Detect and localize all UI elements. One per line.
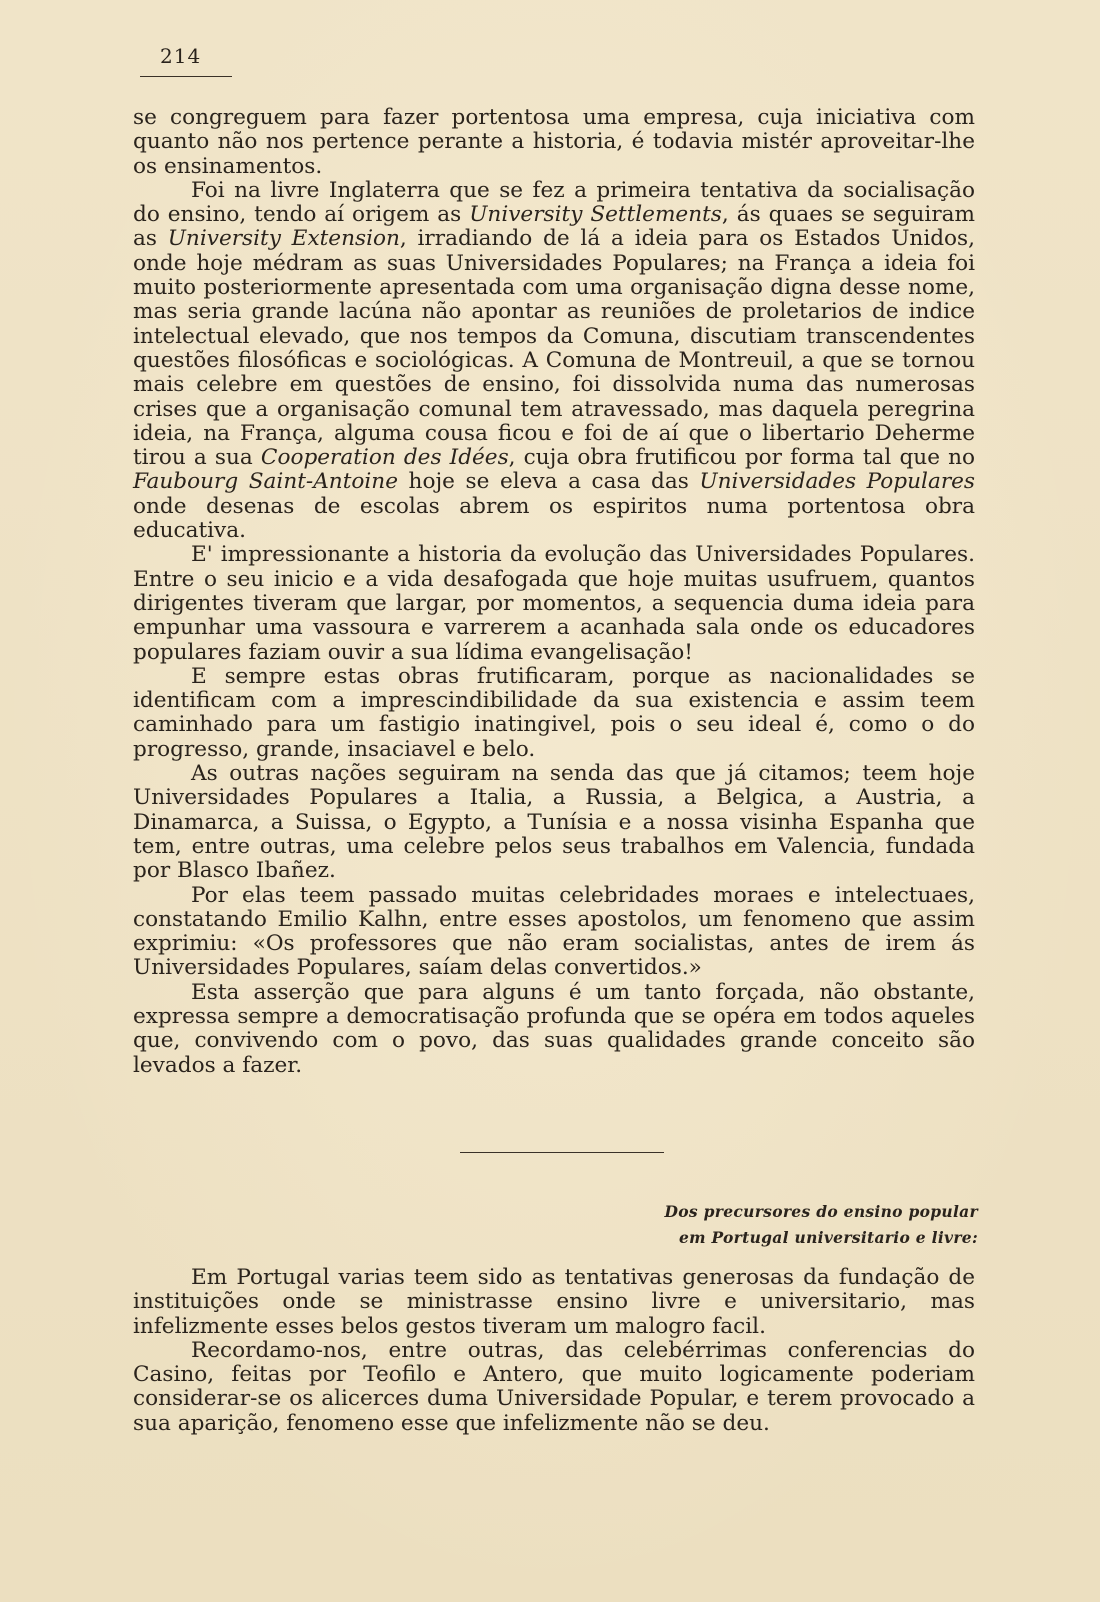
italic-title: Universidades Populares: [699, 469, 975, 495]
text-run: hoje se eleva a casa das: [397, 469, 700, 495]
text-run: Esta asserção que para alguns é um tanto forçada, não obstante, expressa sempre a democratisação profunda que se opéra em todos aqueles que, convivendo com o povo, das suas qualidades grande conceito são levados a fazer.: [133, 979, 975, 1078]
text-run: , cuja obra frutificou por forma tal que no: [508, 445, 976, 471]
italic-title: Cooperation des Idées: [260, 445, 509, 471]
paragraph: [133, 1339, 975, 1436]
italic-title: University Settlements: [469, 202, 722, 228]
italic-title: University Extension: [167, 226, 400, 252]
text-run: Foi na livre Inglaterra que se fez a primeira tentativa da socialisação do ensino, tendo aí origem as: [133, 177, 975, 228]
body-text: [133, 106, 975, 1078]
paragraph: [133, 665, 975, 762]
paragraph: [133, 179, 975, 543]
paragraph: [133, 106, 975, 179]
paragraph: [133, 981, 975, 1078]
text-run: , ás quaes se seguiram as: [133, 202, 976, 252]
text-run: E' impressionante a historia da evolução das Universidades Populares. Entre o seu inicio e a vida desafogada que hoje muitas usufruem, quantos dirigentes tiveram que largar, por momentos, a sequencia duma ideia para empunhar uma vassoura e varrerem a acanhada sala onde os educadores populares faziam ouvir a sua lídima evangelisação!: [133, 542, 975, 665]
section-subheading: [440, 1199, 978, 1251]
section-text: [133, 1266, 975, 1436]
paragraph: [133, 762, 975, 883]
page-number-rule: [140, 76, 232, 77]
text-run: Por elas teem passado muitas celebridades moraes e intelectuaes, constatando Emilio Kalhn, entre esses apostolos, um fenomeno que assim exprimiu: «Os professores que não eram socialistas, antes de irem ás Universidades Populares, saíam delas convertidos.»: [133, 882, 975, 981]
page-number: 214: [160, 44, 202, 68]
text-run: E sempre estas obras frutificaram, porque as nacionalidades se identificam com a imprescindibilidade da sua existencia e assim teem caminhado para um fastigio inatingivel, pois o seu ideal é, como o do progresso, grande, insaciavel e belo.: [133, 663, 975, 762]
paragraph: [133, 1266, 975, 1339]
text-run: Recordamo-nos, entre outras, das celebérrimas conferencias do Casino, feitas por Teofilo e Antero, que muito logicamente poderiam considerar-se os alicerces duma Universidade Popular, e terem provocado a sua aparição, fenomeno esse que infelizmente não se deu.: [133, 1337, 975, 1436]
subheading-line-1: Dos precursores do ensino popular: [664, 1202, 978, 1221]
section-divider: [460, 1152, 664, 1153]
text-run: Em Portugal varias teem sido as tentativas generosas da fundação de instituições onde se ministrasse ensino livre e universitario, mas infelizmente esses belos gestos tiveram um malogro facil.: [133, 1265, 975, 1339]
text-run: , irradiando de lá a ideia para os Estados Unidos, onde hoje médram as suas Universidades Populares; na França a ideia foi muito posteriormente apresentada com uma organisação digna desse nome, mas seria grande lacúna não apontar as reuniões de proletarios de indice intelectual elevado, que nos tempos da Comuna, discutiam transcendentes questões filosóficas e sociológicas. A Comuna de Montreuil, a que se tornou mais celebre em questões de ensino, foi dissolvida numa das numerosas crises que a organisação comunal tem atravessado, mas daquela peregrina ideia, na França, alguma cousa ficou e foi de aí que o libertario Deherme tirou a sua: [133, 226, 975, 471]
text-run: As outras nações seguiram na senda das que já citamos; teem hoje Universidades Populares a Italia, a Russia, a Belgica, a Austria, a Dinamarca, a Suissa, o Egypto, a Tunísia e a nossa visinha Espanha que tem, entre outras, uma celebre pelos seus trabalhos em Valencia, fundada por Blasco Ibañez.: [133, 761, 975, 884]
paragraph: [133, 543, 975, 664]
text-run: se congreguem para fazer portentosa uma empresa, cuja iniciativa com quanto não nos pertence perante a historia, é todavia mistér aproveitar-lhe os ensinamentos.: [133, 105, 975, 179]
subheading-line-2: em Portugal universitario e livre:: [678, 1228, 978, 1247]
text-run: onde desenas de escolas abrem os espiritos numa portentosa obra educativa.: [133, 493, 975, 544]
italic-title: Faubourg Saint-Antoine: [133, 469, 398, 495]
paragraph: [133, 884, 975, 981]
